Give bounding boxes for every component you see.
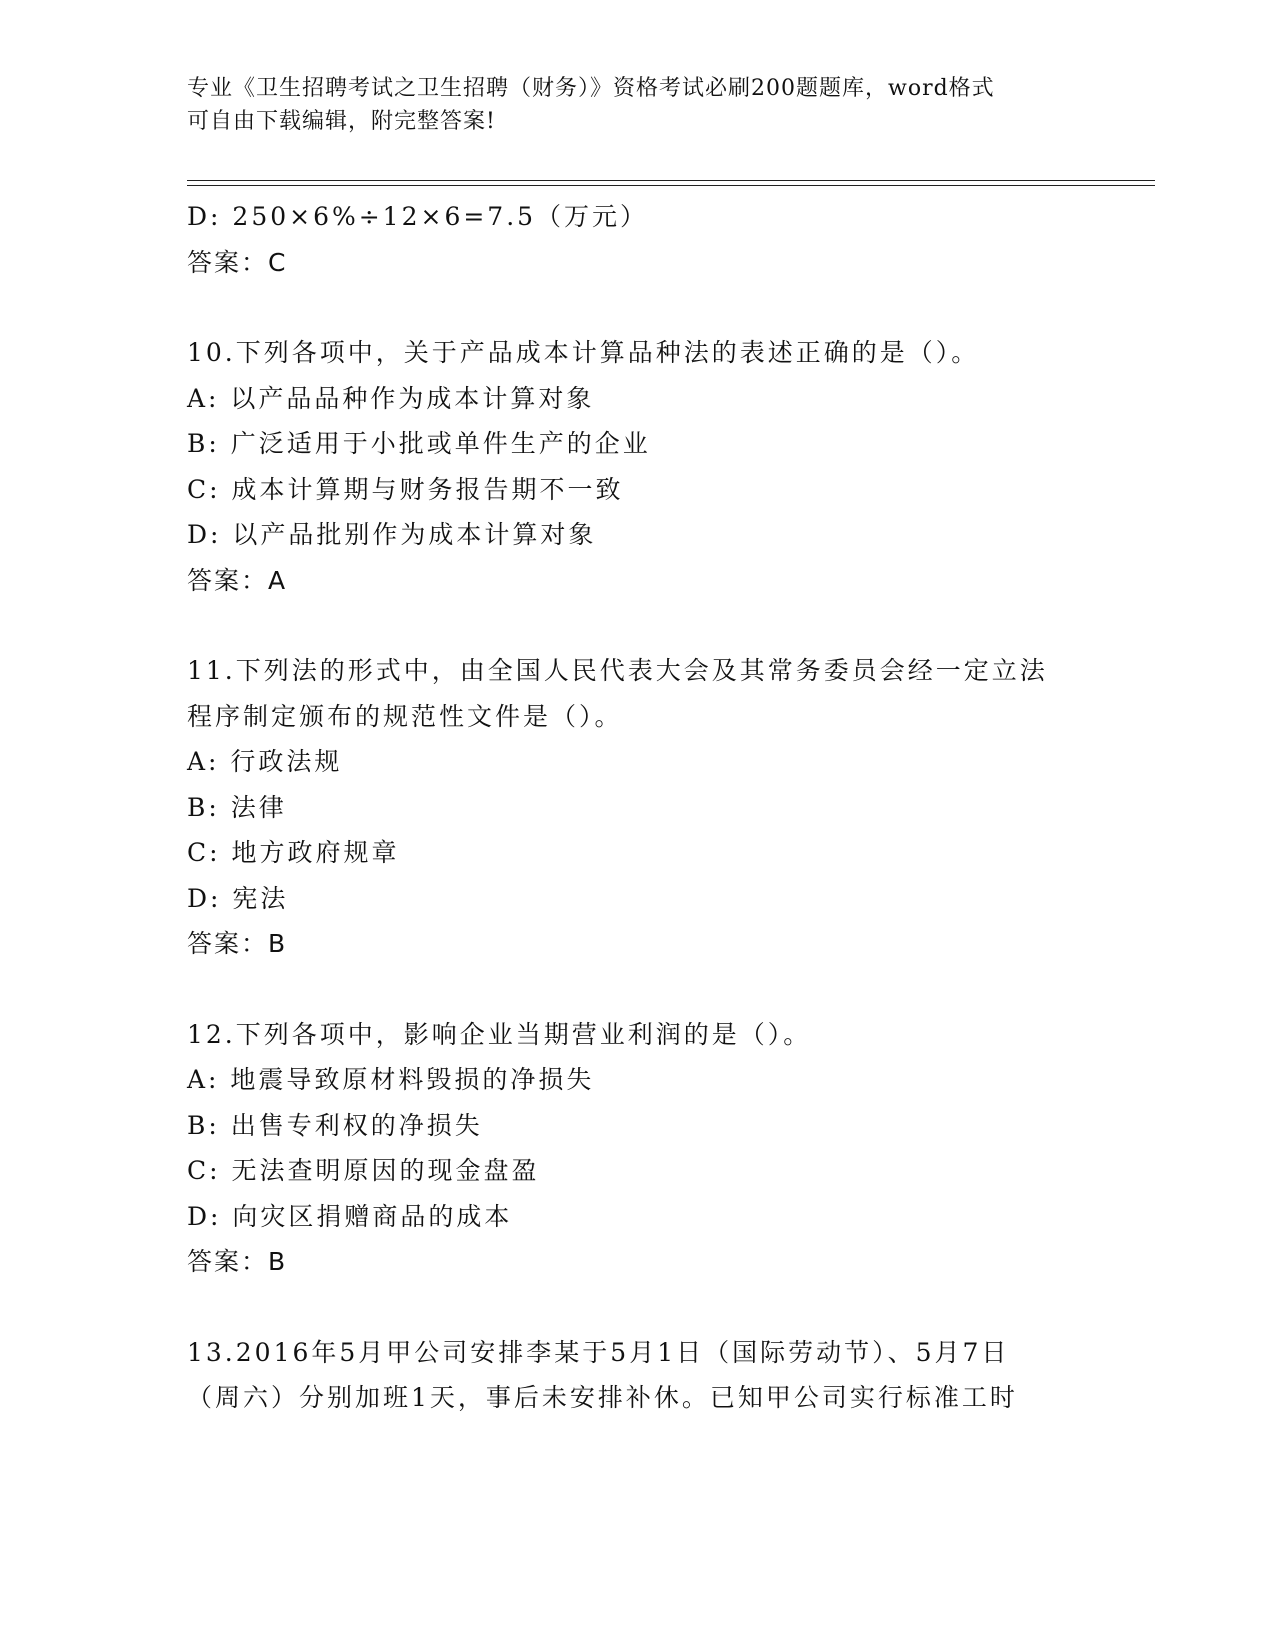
document-header bbox=[187, 72, 1067, 138]
spacer bbox=[187, 967, 1087, 1012]
question-10 bbox=[187, 330, 1087, 603]
question-11-answer: 答案：B bbox=[187, 929, 288, 958]
prev-answer: 答案：C bbox=[187, 247, 288, 277]
question-12-option-c: C: 无法查明原因的现金盘盈 bbox=[187, 1156, 540, 1185]
question-10-stem: 10.下列各项中，关于产品成本计算品种法的表述正确的是（）。 bbox=[187, 338, 980, 367]
question-12-option-a: A: 地震导致原材料毁损的净损失 bbox=[187, 1065, 595, 1094]
question-13 bbox=[187, 1330, 1087, 1421]
spacer bbox=[187, 285, 1087, 330]
question-12-stem: 12.下列各项中，影响企业当期营业利润的是（）。 bbox=[187, 1019, 812, 1049]
question-11-option-b: B: 法律 bbox=[187, 792, 287, 822]
question-11-option-d: D: 宪法 bbox=[187, 883, 289, 913]
question-11-option-c: C: 地方政府规章 bbox=[187, 838, 400, 867]
question-list bbox=[187, 194, 1087, 1421]
question-11-stem-line-1: 11.下列法的形式中，由全国人民代表大会及其常务委员会经一定立法 bbox=[187, 656, 1048, 685]
question-12-option-d: D: 向灾区捐赠商品的成本 bbox=[187, 1201, 513, 1231]
question-10-option-b: B: 广泛适用于小批或单件生产的企业 bbox=[187, 429, 651, 458]
spacer bbox=[187, 1285, 1087, 1330]
header-divider-top bbox=[187, 180, 1155, 181]
question-10-option-d: D: 以产品批别作为成本计算对象 bbox=[187, 520, 597, 549]
question-13-stem-line-2: （周六）分别加班1天，事后未安排补休。已知甲公司实行标准工时 bbox=[187, 1383, 1018, 1412]
question-12-option-b: B: 出售专利权的净损失 bbox=[187, 1110, 483, 1140]
header-title-line-1: 专业《卫生招聘考试之卫生招聘（财务）》资格考试必刷200题题库，word格式 bbox=[187, 76, 995, 101]
question-11-option-a: A: 行政法规 bbox=[187, 747, 343, 776]
header-divider-bottom bbox=[187, 185, 1155, 186]
spacer bbox=[187, 603, 1087, 648]
header-title-line-2: 可自由下载编辑，附完整答案! bbox=[187, 109, 496, 134]
prev-option-d: D: 250×6%÷12×6=7.5（万元） bbox=[187, 202, 649, 231]
question-11-stem-line-2: 程序制定颁布的规范性文件是（）。 bbox=[187, 701, 623, 731]
question-10-answer: 答案：A bbox=[187, 565, 288, 595]
question-12 bbox=[187, 1012, 1087, 1285]
question-10-option-a: A: 以产品品种作为成本计算对象 bbox=[187, 383, 595, 413]
question-10-option-c: C: 成本计算期与财务报告期不一致 bbox=[187, 474, 624, 504]
question-12-answer: 答案：B bbox=[187, 1247, 288, 1276]
question-13-stem-line-1: 13.2016年5月甲公司安排李某于5月1日（国际劳动节）、5月7日 bbox=[187, 1337, 1010, 1367]
question-11 bbox=[187, 648, 1087, 967]
